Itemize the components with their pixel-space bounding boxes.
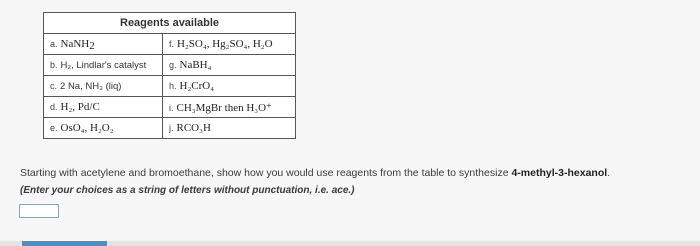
reagent-letter: h. [169, 81, 177, 91]
reagent-subscript: 2 [89, 40, 95, 52]
reagent-c [44, 76, 163, 97]
reagent-text: H₂SO₄, Hg₂SO₄, H₂O [177, 38, 273, 50]
reagent-h [163, 76, 296, 97]
reagent-text: H₂CrO₄ [179, 80, 215, 92]
reagent-letter: e. [50, 123, 58, 133]
target-compound: 4-methyl-3-hexanol [511, 167, 608, 179]
table-row [44, 97, 296, 118]
reagent-text: CH₃MgBr then H₃O⁺ [176, 101, 272, 114]
reagent-text: OsO₄, H₂O₂ [60, 122, 114, 134]
table-row [44, 76, 296, 97]
reagent-e [44, 118, 163, 139]
question-intro: Starting with acetylene and bromoethane, show how you would use reagents from the table to synthesize [20, 167, 512, 179]
reagent-text: RCO₃H [176, 122, 211, 134]
table-header-row [44, 13, 296, 34]
table-title: Reagents available [44, 13, 296, 34]
reagent-text: NaBH₄ [179, 59, 212, 71]
table-row [44, 118, 296, 139]
table-row [44, 55, 296, 76]
reagent-i [163, 97, 296, 118]
reagent-text: 2 Na, NH₃ (liq) [60, 80, 122, 92]
reagent-text: H₂, Lindlar's catalyst [60, 59, 147, 71]
reagent-a [44, 34, 163, 55]
reagent-letter: b. [50, 59, 58, 70]
answer-instruction: (Enter your choices as a string of letters without punctuation, i.e. ace.) [20, 185, 355, 196]
reagent-text: H₂, Pd/C [60, 101, 100, 113]
reagent-letter: g. [169, 60, 177, 70]
reagent-g [163, 55, 296, 76]
table-row [44, 34, 296, 55]
bottom-scroll-track [0, 241, 700, 246]
bottom-accent-bar [22, 241, 107, 246]
reagent-b [44, 55, 163, 76]
reagent-text: NaNH [60, 38, 90, 50]
reagent-f [163, 34, 296, 55]
answer-input[interactable] [19, 204, 59, 218]
reagent-letter: f. [169, 39, 175, 49]
reagent-j [163, 118, 296, 139]
reagent-letter: i. [169, 102, 174, 113]
reagent-d [44, 97, 163, 118]
reagents-table [43, 12, 296, 139]
reagent-letter: a. [50, 39, 58, 49]
reagent-letter: c. [50, 80, 58, 91]
question-end: . [607, 167, 611, 179]
reagent-letter: d. [50, 102, 58, 112]
question-text [20, 167, 690, 179]
reagent-letter: j. [169, 123, 174, 133]
